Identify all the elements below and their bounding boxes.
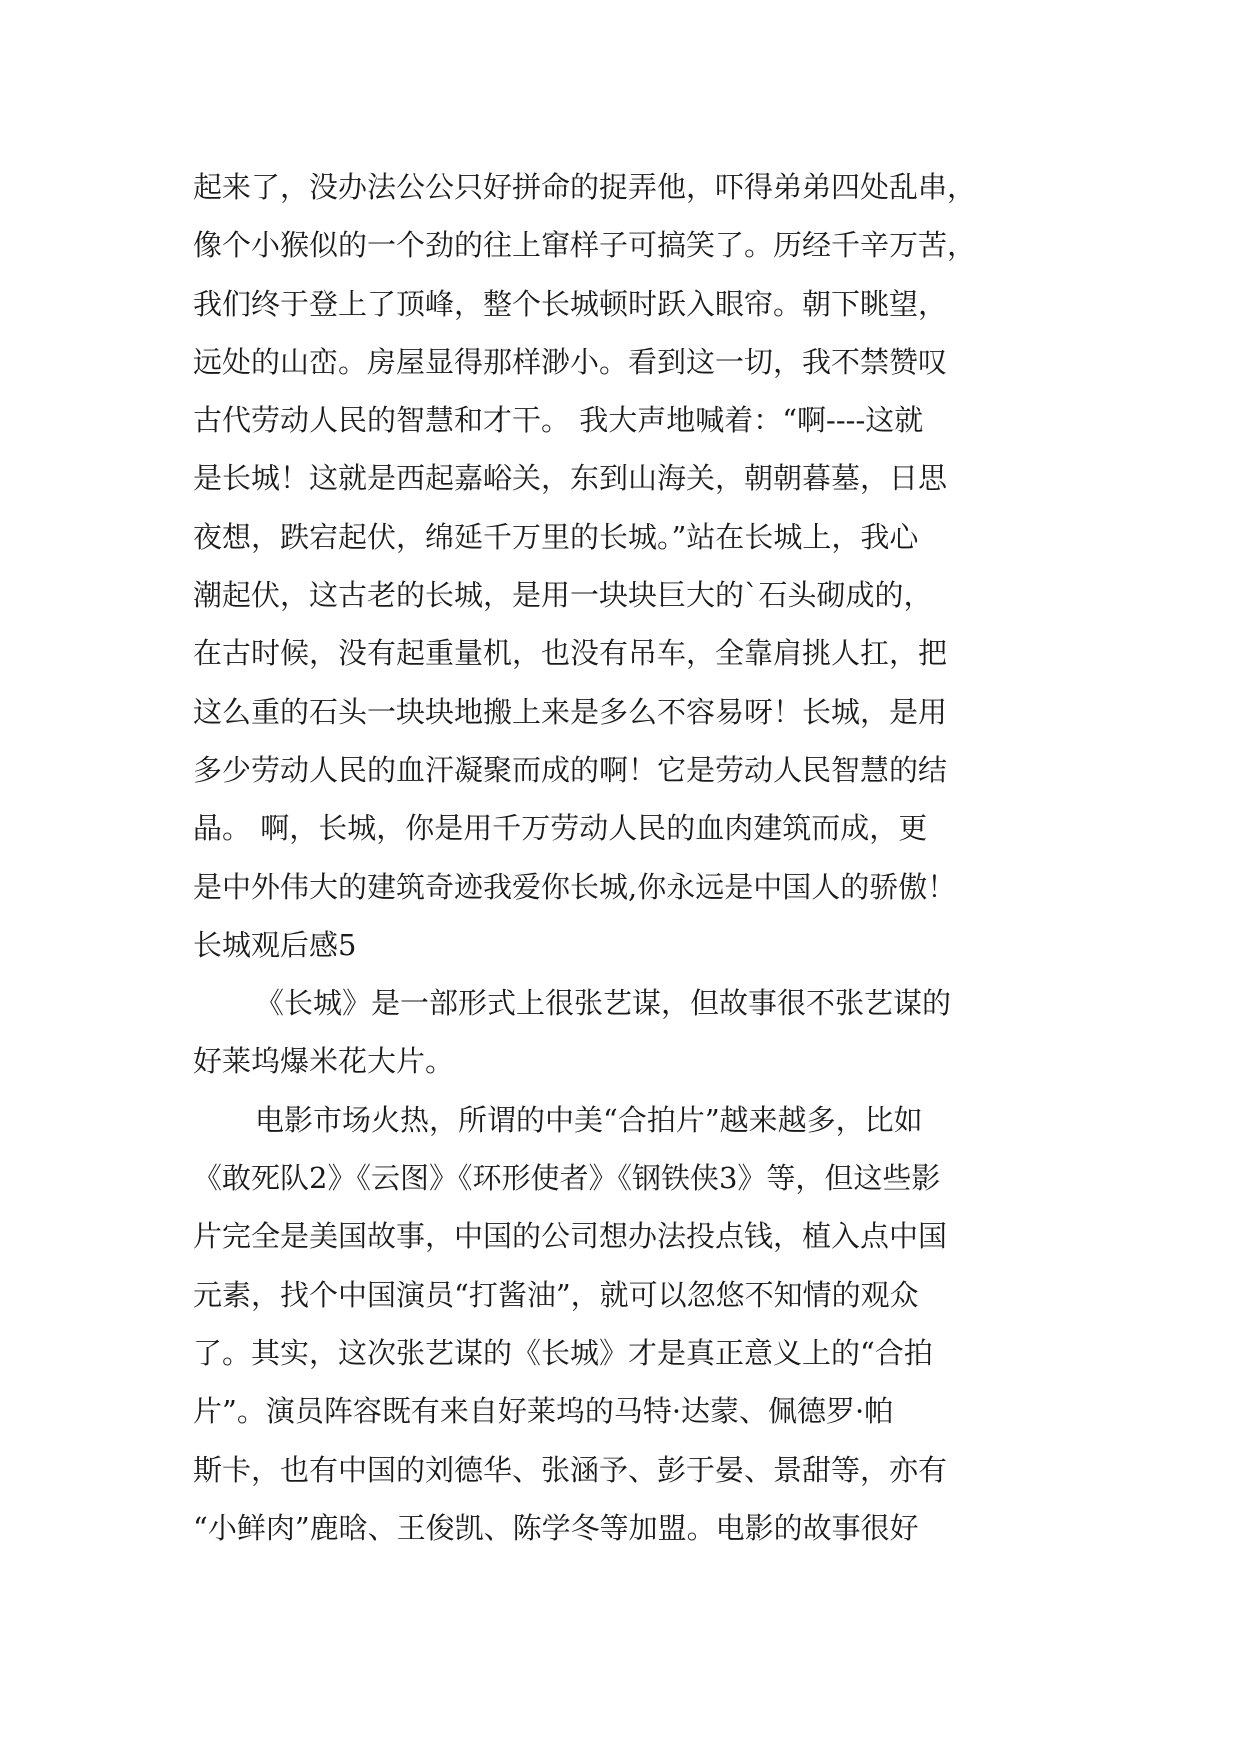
text-line: 电影市场火热，所谓的中美“合拍片”越来越多，比如	[255, 1102, 923, 1137]
text-line: 是中外伟大的建筑奇迹我爱你长城,你永远是中国人的骄傲！	[193, 869, 957, 904]
text-line: 在古时候，没有起重量机，也没有吊车，全靠肩挑人扛，把	[193, 636, 948, 671]
document-body	[193, 158, 1093, 1557]
text-line: “小鲜肉”鹿晗、王俊凯、陈学冬等加盟。电影的故事很好	[193, 1510, 919, 1545]
text-line: 夜想，跌宕起伏，绵延千万里的长城。”站在长城上，我心	[193, 519, 919, 554]
text-line: 《长城》是一部形式上很张艺谋，但故事很不张艺谋的	[255, 986, 952, 1021]
text-line: 片”。演员阵容既有来自好莱坞的马特·达蒙、佩德罗·帕	[193, 1394, 894, 1429]
text-line: 是长城！这就是西起嘉峪关，东到山海关，朝朝暮墓，日思	[193, 461, 948, 496]
text-line: 元素，找个中国演员“打酱油”，就可以忽悠不知情的观众	[193, 1277, 919, 1312]
text-line: 我们终于登上了顶峰，整个长城顿时跃入眼帘。朝下眺望，	[193, 286, 948, 321]
text-line: 像个小猴似的一个劲的往上窜样子可搞笑了。历经千辛万苦，	[193, 228, 977, 263]
text-line: 长城观后感5	[193, 927, 357, 962]
text-line: 远处的山峦。房屋显得那样渺小。看到这一切，我不禁赞叹	[193, 344, 948, 379]
text-line: 片完全是美国故事，中国的公司想办法投点钱，植入点中国	[193, 1219, 948, 1254]
text-line: 多少劳动人民的血汗凝聚而成的啊！它是劳动人民智慧的结	[193, 752, 948, 787]
text-line: 晶。 啊，长城，你是用千万劳动人民的血肉建筑而成，更	[193, 811, 928, 846]
text-line: 潮起伏，这古老的长城，是用一块块巨大的`石头砌成的，	[193, 578, 933, 613]
text-line: 了。其实，这次张艺谋的《长城》才是真正意义上的“合拍	[193, 1335, 933, 1370]
text-line: 起来了，没办法公公只好拼命的捉弄他，吓得弟弟四处乱串，	[193, 170, 977, 204]
text-line: 《敢死队2》《云图》《环形使者》《钢铁侠3》等，但这些影	[193, 1161, 941, 1196]
text-line: 古代劳动人民的智慧和才干。 我大声地喊着：“啊----这就	[193, 403, 924, 438]
text-line: 斯卡，也有中国的刘德华、张涵予、彭于晏、景甜等，亦有	[193, 1452, 948, 1487]
text-line: 好莱坞爆米花大片。	[193, 1044, 455, 1079]
text-line: 这么重的石头一块块地搬上来是多么不容易呀！长城，是用	[193, 694, 948, 729]
